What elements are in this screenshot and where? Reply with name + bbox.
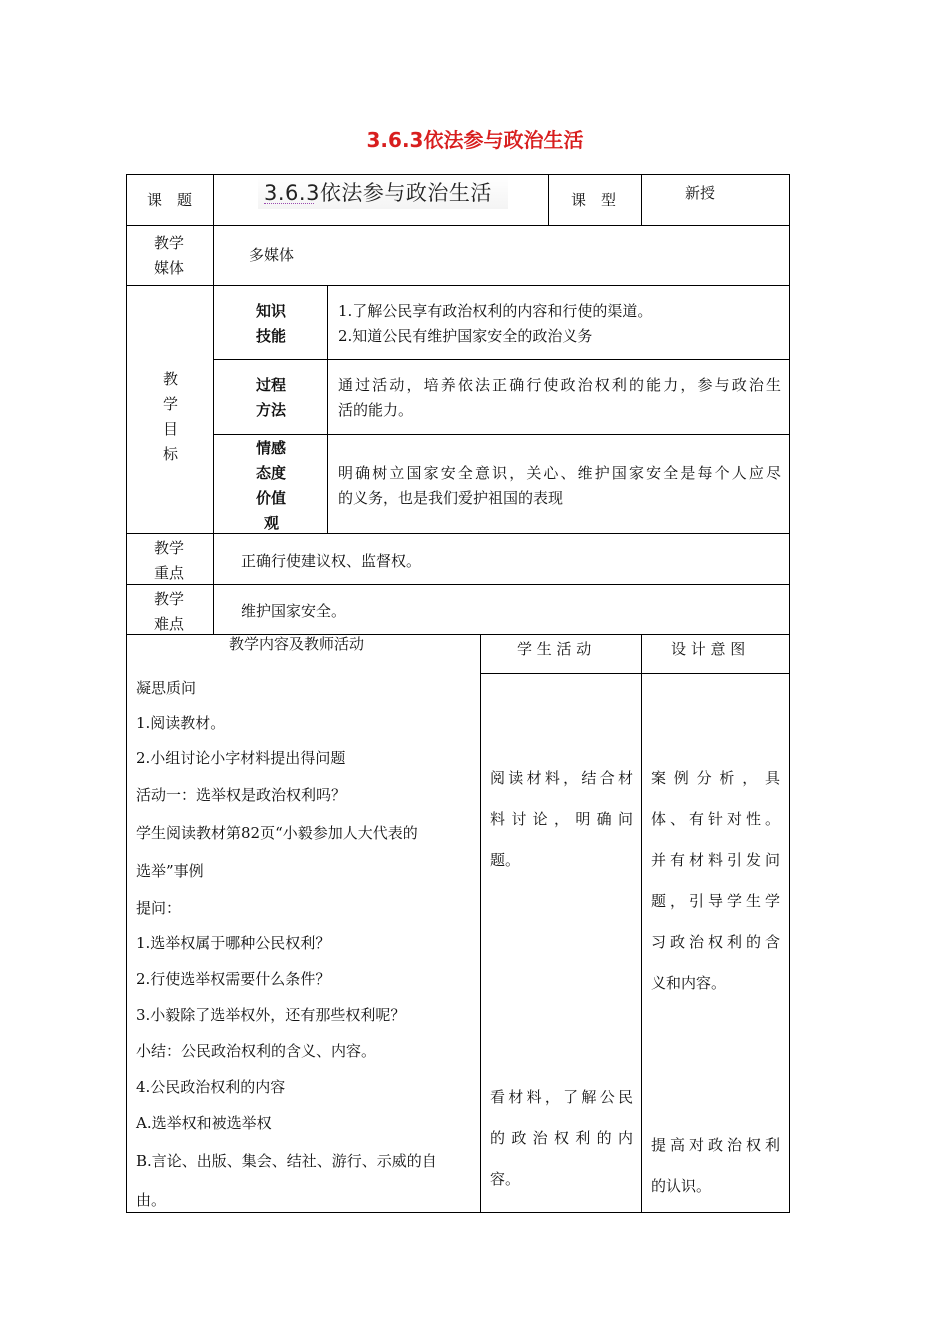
- difficulty-label-1: 教学: [154, 590, 185, 608]
- design-line: 提高对政治权利: [651, 1136, 780, 1154]
- content-line: 由。: [136, 1191, 167, 1209]
- design-line: 习政治权利的含: [651, 933, 780, 951]
- difficulty-label-2: 难点: [154, 615, 185, 633]
- emotion-line-1: 明确树立国家安全意识，关心、维护国家安全是每个人应尽: [338, 464, 781, 482]
- column-student-header: 学 生 活 动: [517, 640, 592, 658]
- media-label-1: 教学: [154, 234, 185, 252]
- key-point-label-2: 重点: [154, 564, 185, 582]
- student-line: 料讨论，明确问: [490, 810, 633, 828]
- emotion-label-4: 观: [264, 514, 280, 532]
- content-line: 提问：: [136, 899, 182, 917]
- student-line: 容。: [490, 1170, 521, 1188]
- difficulty-value: 维护国家安全。: [241, 602, 347, 620]
- knowledge-line-1: 1.了解公民享有政治权利的内容和行使的渠道。: [338, 302, 653, 320]
- goals-label-2: 学: [163, 395, 179, 413]
- goals-label-3: 目: [163, 420, 179, 438]
- lesson-title-image: [258, 175, 508, 209]
- student-line: 题。: [490, 851, 521, 869]
- content-line: 学生阅读教材第82页“小毅参加人大代表的: [136, 824, 418, 842]
- goals-label-1: 教: [163, 370, 179, 388]
- design-line: 案例分析，具: [651, 769, 780, 787]
- design-line: 体、有针对性。: [651, 810, 780, 828]
- student-line: 的政治权利的内: [490, 1129, 633, 1147]
- content-line: 2.小组讨论小字材料提出得问题: [136, 749, 346, 767]
- knowledge-line-2: 2.知道公民有维护国家安全的政治义务: [338, 327, 593, 345]
- media-value: 多媒体: [249, 246, 295, 264]
- student-line: 阅读材料，结合材: [490, 769, 633, 787]
- process-label-1: 过程: [256, 376, 287, 394]
- content-line: A.选举权和被选举权: [136, 1114, 272, 1132]
- content-line: 选举”事例: [136, 862, 204, 880]
- lesson-title-text: 3.6.3依法参与政治生活: [264, 181, 492, 205]
- media-label-2: 媒体: [154, 259, 185, 277]
- knowledge-label-1: 知识: [256, 302, 287, 320]
- content-line: 2.行使选举权需要什么条件？: [136, 970, 331, 988]
- column-content-header: 教学内容及教师活动: [229, 635, 365, 653]
- content-line: 4.公民政治权利的内容: [136, 1078, 286, 1096]
- design-line: 义和内容。: [651, 974, 727, 992]
- knowledge-label-2: 技能: [256, 327, 287, 345]
- emotion-label-1: 情感: [256, 439, 287, 457]
- page-title: 3.6.3依法参与政治生活: [366, 128, 584, 152]
- content-line: 小结：公民政治权利的含义、内容。: [136, 1042, 377, 1060]
- design-line: 题，引导学生学: [651, 892, 780, 910]
- process-line-2: 活的能力。: [338, 401, 414, 419]
- content-line: 1.阅读教材。: [136, 714, 226, 732]
- student-line: 看材料，了解公民: [490, 1088, 633, 1106]
- goals-label-4: 标: [163, 445, 179, 463]
- content-line: 3.小毅除了选举权外，还有那些权利呢？: [136, 1006, 406, 1024]
- process-line-1: 通过活动，培养依法正确行使政治权利的能力，参与政治生: [338, 376, 781, 394]
- content-line: 1.选举权属于哪种公民权利？: [136, 934, 331, 952]
- type-label: 课 型: [571, 191, 617, 209]
- emotion-line-2: 的义务，也是我们爱护祖国的表现: [338, 489, 564, 507]
- content-line: 凝思质问: [136, 679, 197, 697]
- design-line: 并有材料引发问: [651, 851, 780, 869]
- topic-label: 课 题: [147, 191, 193, 209]
- key-point-label-1: 教学: [154, 539, 185, 557]
- content-line: B.言论、出版、集会、结社、游行、示威的自: [136, 1152, 437, 1170]
- emotion-label-3: 价值: [256, 489, 287, 507]
- process-label-2: 方法: [256, 401, 287, 419]
- design-line: 的认识。: [651, 1177, 712, 1195]
- type-value: 新授: [685, 184, 716, 202]
- emotion-label-2: 态度: [256, 464, 287, 482]
- column-design-header: 设 计 意 图: [671, 640, 746, 658]
- content-line: 活动一：选举权是政治权利吗？: [136, 786, 347, 804]
- key-point-value: 正确行使建议权、监督权。: [241, 552, 422, 570]
